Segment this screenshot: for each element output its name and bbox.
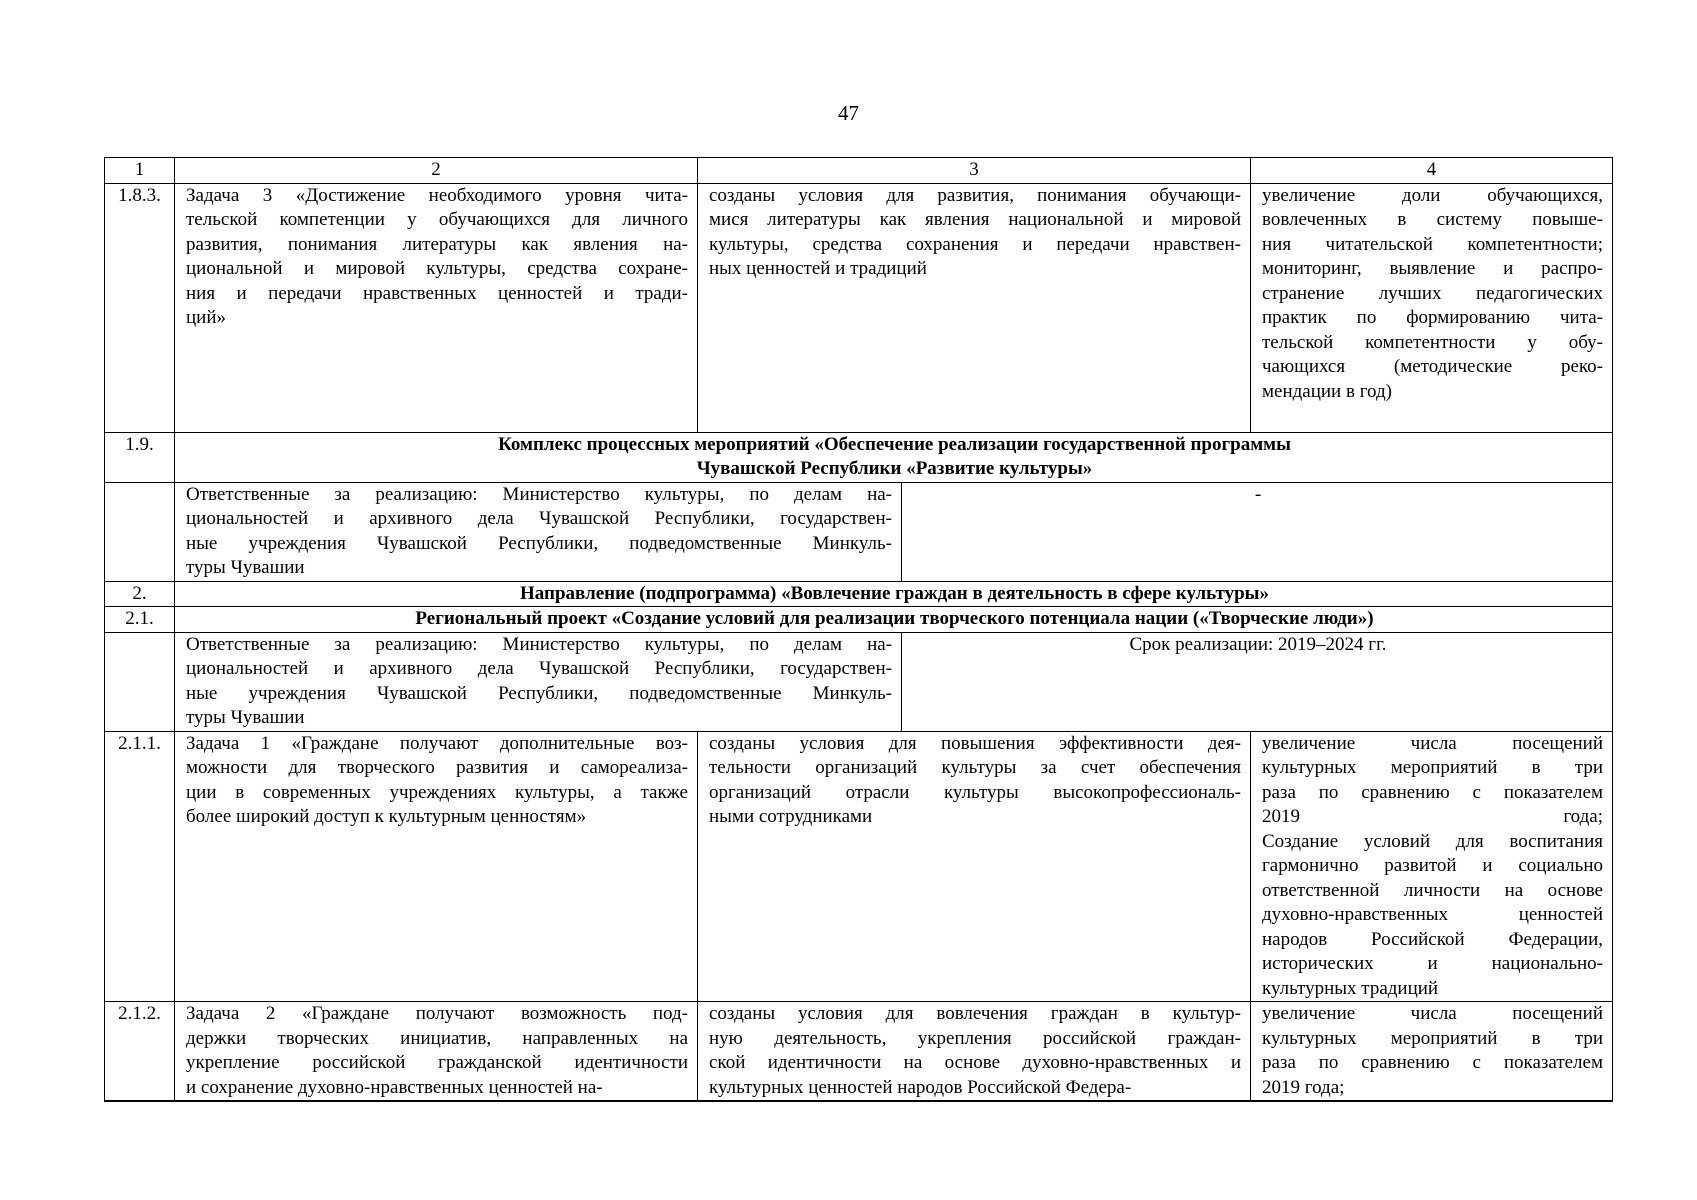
text-line: Ответственные за реализацию: Министерство культуры, по делам на- xyxy=(186,483,892,505)
table-row xyxy=(105,1002,1613,1102)
text-line: 2019 года; xyxy=(1262,806,1603,827)
row-number: 1.9. xyxy=(105,432,175,482)
text-line: ную деятельность, укрепления российской граждан- xyxy=(709,1027,1241,1049)
program-table xyxy=(104,157,1613,1102)
text-line: культурных ценностей народов Российской Федера- xyxy=(709,1076,1132,1098)
table-row xyxy=(105,183,1613,432)
indicator-cell xyxy=(1251,183,1613,432)
section-title xyxy=(175,432,1613,482)
text-line: увеличение числа посещений xyxy=(1262,732,1603,754)
row-number: 2.1. xyxy=(105,607,175,633)
text-line: увеличение числа посещений xyxy=(1262,1003,1603,1024)
text-line: более широкий доступ к культурным ценностям» xyxy=(186,806,587,827)
header-col-3: 3 xyxy=(698,158,1251,184)
text-line: тельности организаций культуры за счет обеспечения xyxy=(709,757,1241,778)
text-line: мися литературы как явления национальной и мировой xyxy=(709,209,1241,230)
header-col-1: 1 xyxy=(105,158,175,184)
text-line: организаций отрасли культуры высокопрофессиональ- xyxy=(709,781,1241,803)
text-line: туры Чувашии xyxy=(186,557,305,578)
text-line: мониторинг, выявление и распро- xyxy=(1262,258,1603,279)
header-col-2: 2 xyxy=(175,158,698,184)
text-line: развития, понимания литературы как явления на- xyxy=(186,233,688,255)
row-number: 2.1.1. xyxy=(105,731,175,1002)
text-line: ответственной личности на основе xyxy=(1262,879,1603,901)
result-cell xyxy=(698,731,1251,1002)
text-line: раза по сравнению с показателем xyxy=(1262,1052,1603,1073)
responsible-cell xyxy=(175,482,902,581)
indicator-cell xyxy=(1251,731,1613,1002)
empty-number-cell xyxy=(105,482,175,581)
task-cell xyxy=(175,183,698,432)
result-cell xyxy=(698,1002,1251,1102)
text-line: ций» xyxy=(186,307,227,328)
period-cell: Срок реализации: 2019–2024 гг. xyxy=(902,632,1613,731)
text-line: циональностей и архивного дела Чувашской Республики, государствен- xyxy=(186,658,892,679)
table-header-row xyxy=(105,158,1613,184)
text-line: странение лучших педагогических xyxy=(1262,282,1603,304)
section-title-line: Чувашской Республики «Развитие культуры» xyxy=(696,458,1093,479)
responsible-row xyxy=(105,632,1613,731)
text-line: мендации в год) xyxy=(1262,380,1392,402)
section-row xyxy=(105,607,1613,633)
empty-number-cell xyxy=(105,632,175,731)
row-number: 1.8.3. xyxy=(105,183,175,432)
text-line: духовно-нравственных ценностей xyxy=(1262,904,1603,925)
section-title: Направление (подпрограмма) «Вовлечение граждан в деятельность в сфере культуры» xyxy=(175,581,1613,607)
text-line: исторических и национально- xyxy=(1262,953,1603,974)
text-line: ции в современных учреждениях культуры, а также xyxy=(186,781,688,803)
responsible-row xyxy=(105,482,1613,581)
text-line: тельской компетентности у обу- xyxy=(1262,331,1603,353)
section-row xyxy=(105,432,1613,482)
text-line: созданы условия для вовлечения граждан в культур- xyxy=(709,1003,1241,1024)
text-line: раза по сравнению с показателем xyxy=(1262,781,1603,803)
row-number: 2.1.2. xyxy=(105,1002,175,1102)
section-title: Региональный проект «Создание условий для реализации творческого потенциала нации («Творческие люди») xyxy=(175,607,1613,633)
indicator-cell xyxy=(1251,1002,1613,1102)
text-line: ные учреждения Чувашской Республики, подведомственные Минкуль- xyxy=(186,532,892,554)
section-row xyxy=(105,581,1613,607)
text-line: ных ценностей и традиций xyxy=(709,258,927,279)
text-line: ния и передачи нравственных ценностей и тради- xyxy=(186,282,688,304)
text-line: культурных мероприятий в три xyxy=(1262,1027,1603,1049)
text-line: циональной и мировой культуры, средства сохране- xyxy=(186,258,688,279)
text-line: Создание условий для воспитания xyxy=(1262,830,1603,852)
responsible-cell xyxy=(175,632,902,731)
section-title-line: Комплекс процессных мероприятий «Обеспечение реализации государственной программы xyxy=(498,433,1291,455)
text-line: тельской компетенции у обучающихся для личного xyxy=(186,209,688,230)
text-line: практик по формированию чита- xyxy=(1262,307,1603,328)
text-line: ния читательской компетентности; xyxy=(1262,233,1603,255)
text-line: Задача 1 «Граждане получают дополнительные воз- xyxy=(186,732,688,754)
result-cell xyxy=(698,183,1251,432)
text-line: 2019 года; xyxy=(1262,1076,1345,1098)
text-line: ской идентичности на основе духовно-нравственных и xyxy=(709,1052,1241,1073)
task-cell xyxy=(175,731,698,1002)
period-cell: - xyxy=(902,482,1613,581)
text-line: держки творческих инициатив, направленных на xyxy=(186,1027,688,1049)
text-line: культурных традиций xyxy=(1262,977,1439,999)
text-line: гармонично развитой и социально xyxy=(1262,855,1603,876)
text-line: ные учреждения Чувашской Республики, подведомственные Минкуль- xyxy=(186,682,892,704)
text-line: можности для творческого развития и самореализа- xyxy=(186,757,688,778)
text-line: укрепление российской гражданской идентичности xyxy=(186,1052,688,1073)
table-row xyxy=(105,731,1613,1002)
text-line: чающихся (методические реко- xyxy=(1262,356,1603,377)
text-line: Задача 3 «Достижение необходимого уровня чита- xyxy=(186,184,688,206)
text-line: циональностей и архивного дела Чувашской Республики, государствен- xyxy=(186,508,892,529)
header-col-4: 4 xyxy=(1251,158,1613,184)
text-line: Ответственные за реализацию: Министерство культуры, по делам на- xyxy=(186,633,892,655)
text-line: ными сотрудниками xyxy=(709,806,873,827)
text-line: культуры, средства сохранения и передачи нравствен- xyxy=(709,233,1241,255)
text-line: Задача 2 «Граждане получают возможность под- xyxy=(186,1003,688,1024)
text-line: вовлеченных в систему повыше- xyxy=(1262,209,1603,230)
task-cell xyxy=(175,1002,698,1102)
text-line: культурных мероприятий в три xyxy=(1262,757,1603,778)
text-line: туры Чувашии xyxy=(186,707,305,728)
page-number: 47 xyxy=(838,101,859,125)
text-line: народов Российской Федерации, xyxy=(1262,928,1603,950)
row-number: 2. xyxy=(105,581,175,607)
text-line: увеличение доли обучающихся, xyxy=(1262,184,1603,206)
text-line: созданы условия для развития, понимания обучающи- xyxy=(709,184,1241,206)
text-line: и сохранение духовно-нравственных ценностей на- xyxy=(186,1076,603,1098)
text-line: созданы условия для повышения эффективности дея- xyxy=(709,732,1241,754)
